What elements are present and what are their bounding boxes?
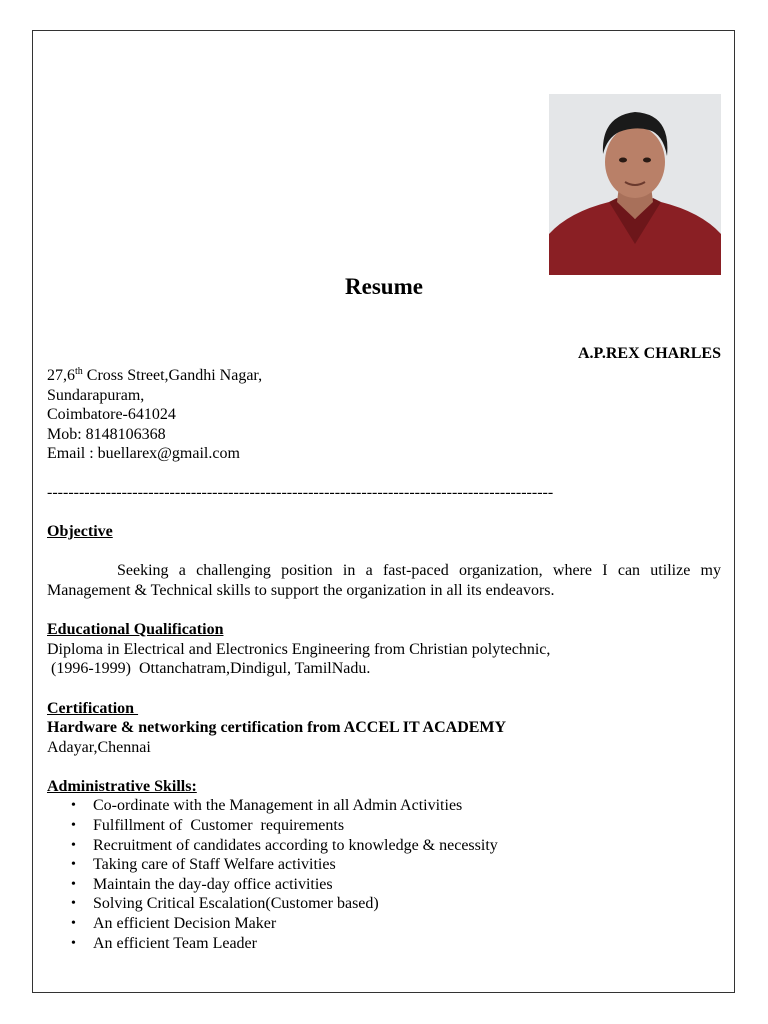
bullet-icon: • xyxy=(71,798,76,814)
education-heading: Educational Qualification xyxy=(47,621,224,639)
portrait-image xyxy=(549,94,721,275)
skill-text: An efficient Decision Maker xyxy=(93,915,277,933)
list-item xyxy=(71,875,721,895)
skill-text: Taking care of Staff Welfare activities xyxy=(93,856,336,874)
list-item xyxy=(71,894,721,914)
bullet-icon: • xyxy=(71,876,76,892)
education-line-2: (1996-1999) Ottanchatram,Dindigul, TamilNadu. xyxy=(47,660,371,678)
bullet-icon: • xyxy=(71,857,76,873)
certification-line-2: Adayar,Chennai xyxy=(47,738,151,756)
email-address: Email : buellarex@gmail.com xyxy=(47,445,240,463)
bullet-icon: • xyxy=(71,896,76,912)
spacer xyxy=(47,503,721,523)
bullet-icon: • xyxy=(71,837,76,853)
mobile-number: Mob: 8148106368 xyxy=(47,425,166,443)
address-line-1-suffix: Cross Street,Gandhi Nagar, xyxy=(82,367,263,384)
list-item xyxy=(71,934,721,954)
objective-heading: Objective xyxy=(47,523,113,541)
bullet-icon: • xyxy=(71,935,76,951)
spacer xyxy=(47,757,721,777)
skills-heading: Administrative Skills: xyxy=(47,777,197,795)
skill-text: Maintain the day-day office activities xyxy=(93,875,333,893)
resume-content xyxy=(47,366,721,953)
spacer xyxy=(47,601,721,621)
skill-text: Co-ordinate with the Management in all Admin Activities xyxy=(93,797,463,815)
skill-text: Solving Critical Escalation(Customer based) xyxy=(93,895,379,913)
bullet-icon: • xyxy=(71,818,76,834)
bullet-icon: • xyxy=(71,916,76,932)
skills-list xyxy=(47,796,721,953)
address-line-1-superscript: th xyxy=(75,366,83,377)
separator-line: ----------------------------------------------------------------------------------------------- xyxy=(47,483,554,501)
profile-photo xyxy=(549,94,721,275)
objective-text: Seeking a challenging position in a fast-paced organization, where I can utilize my Management & Technical skills to support the organization in all its endeavors. xyxy=(47,562,721,599)
certification-line-1: Hardware & networking certification from ACCEL IT ACADEMY xyxy=(47,719,507,737)
list-item xyxy=(71,816,721,836)
address-line-1-prefix: 27,6 xyxy=(47,367,75,384)
certification-heading: Certification xyxy=(47,699,139,717)
list-item xyxy=(71,796,721,816)
list-item xyxy=(71,914,721,934)
list-item xyxy=(71,855,721,875)
list-item xyxy=(71,836,721,856)
applicant-name: A.P.REX CHARLES xyxy=(578,345,721,362)
page-title: Resume xyxy=(345,274,423,299)
address-line-3: Coimbatore-641024 xyxy=(47,406,176,424)
spacer xyxy=(47,542,721,562)
skill-text: Fulfillment of Customer requirements xyxy=(93,817,345,835)
skill-text: Recruitment of candidates according to knowledge & necessity xyxy=(93,836,498,854)
address-line-2: Sundarapuram, xyxy=(47,386,145,404)
address-line-1 xyxy=(47,366,721,386)
skill-text: An efficient Team Leader xyxy=(93,934,257,952)
spacer xyxy=(47,679,721,699)
education-line-1: Diploma in Electrical and Electronics Engineering from Christian polytechnic, xyxy=(47,640,551,658)
